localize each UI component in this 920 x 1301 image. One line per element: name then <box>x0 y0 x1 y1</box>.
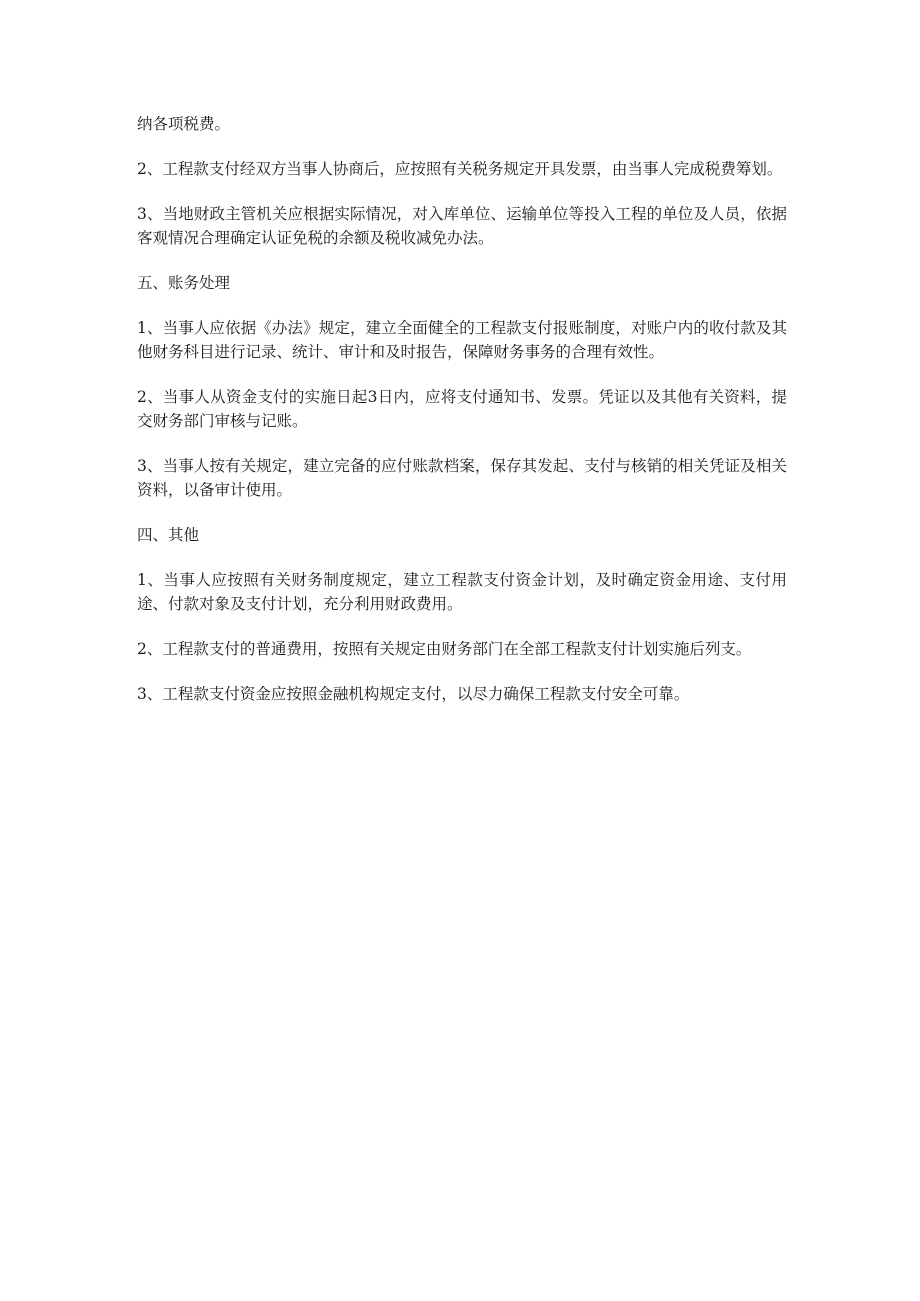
paragraph-other-item-2: 2、工程款支付的普通费用，按照有关规定由财务部门在全部工程款支付计划实施后列支。 <box>137 640 752 658</box>
paragraph-tax-item-2: 2、工程款支付经双方当事人协商后，应按照有关税务规定开具发票，由当事人完成税费筹划。 <box>137 160 783 178</box>
paragraph-other-item-3: 3、工程款支付资金应按照金融机构规定支付，以尽力确保工程款支付安全可靠。 <box>137 685 690 703</box>
paragraph-other-item-1: 1、当事人应按照有关财务制度规定，建立工程款支付资金计划，及时确定资金用途、支付用途、付款对象及支付计划，充分利用财政费用。 <box>137 571 787 613</box>
section-heading-accounting: 五、账务处理 <box>137 274 231 292</box>
paragraph-tax-continuation: 纳各项税费。 <box>137 115 231 133</box>
paragraph-accounting-item-3: 3、当事人按有关规定，建立完备的应付账款档案，保存其发起、支付与核销的相关凭证及相关资料，以备审计使用。 <box>137 457 787 499</box>
section-heading-other: 四、其他 <box>137 526 200 544</box>
paragraph-accounting-item-1: 1、当事人应依据《办法》规定，建立全面健全的工程款支付报账制度，对账户内的收付款及其他财务科目进行记录、统计、审计和及时报告，保障财务事务的合理有效性。 <box>137 319 787 361</box>
paragraph-tax-item-3: 3、当地财政主管机关应根据实际情况，对入库单位、运输单位等投入工程的单位及人员，依据客观情况合理确定认证免税的余额及税收减免办法。 <box>137 205 787 247</box>
paragraph-accounting-item-2: 2、当事人从资金支付的实施日起3日内，应将支付通知书、发票。凭证以及其他有关资料，提交财务部门审核与记账。 <box>137 388 787 430</box>
document-body <box>137 112 787 727</box>
